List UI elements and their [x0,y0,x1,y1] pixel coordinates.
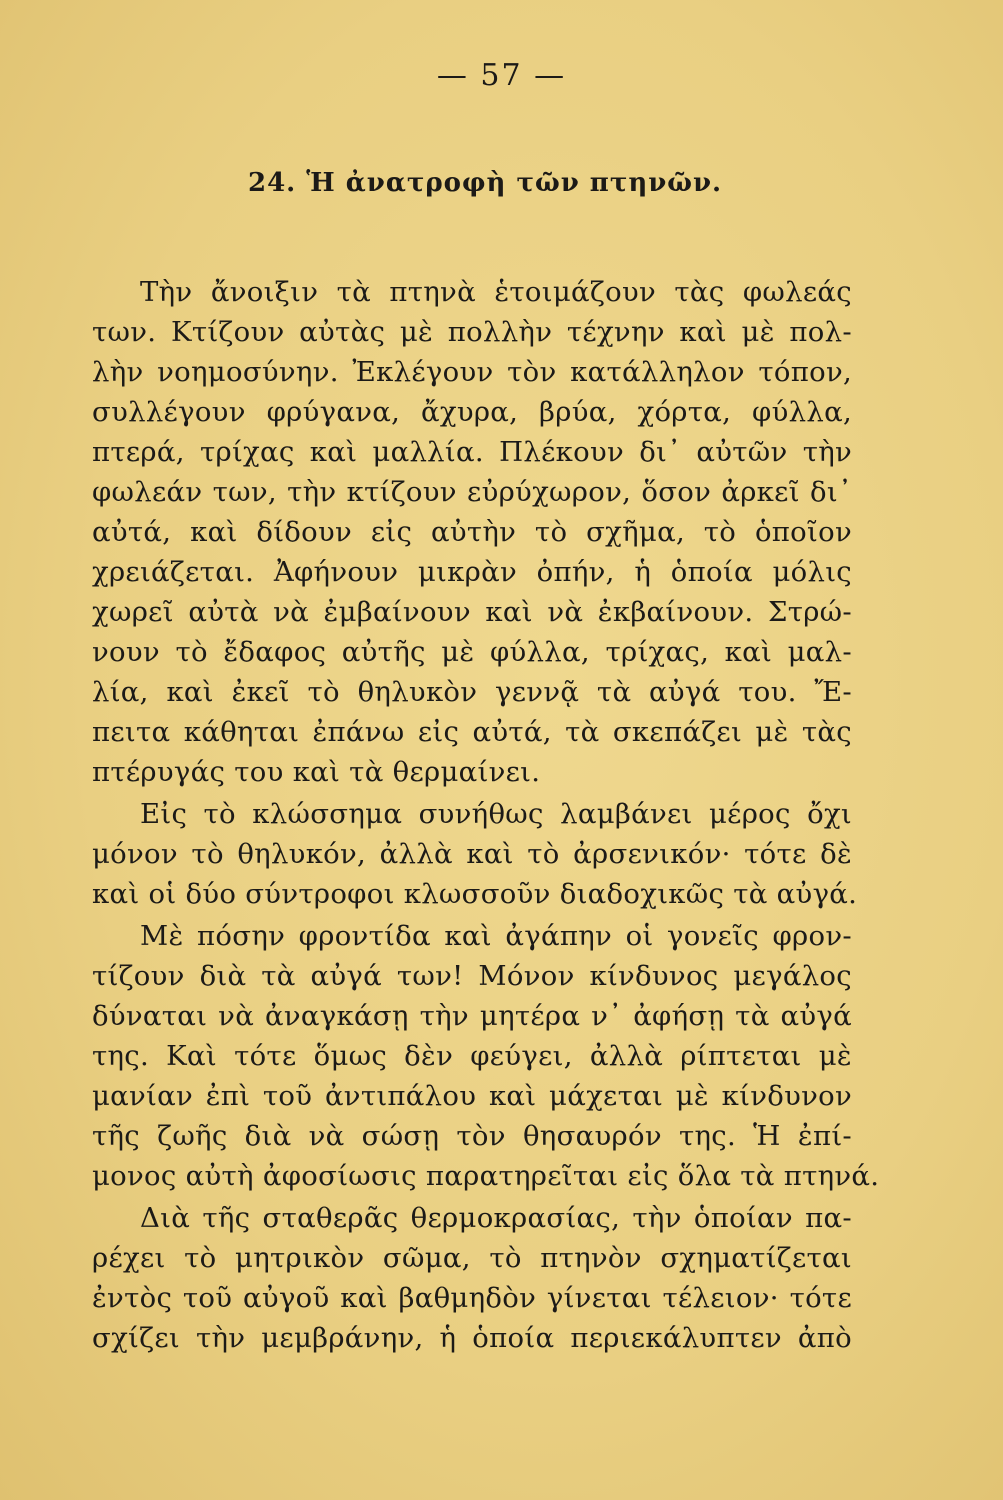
text-line: Τὴν ἄνοιξιν τὰ πτηνὰ ἑτοιμάζουν τὰς φωλεάς [140,276,852,308]
section-heading: 24. Ἡ ἀνατροφὴ τῶν πτηνῶν. [248,168,723,198]
text-line: σχίζει τὴν μεμβράνην, ἡ ὁποία περιεκάλυπτεν ἀπὸ [92,1322,852,1354]
text-line: νουν τὸ ἔδαφος αὐτῆς μὲ φύλλα, τρίχας, καὶ μαλ- [92,636,852,668]
text-line: τίζουν διὰ τὰ αὐγά των! Μόνον κίνδυνος μεγάλος [92,960,852,992]
text-line: τῆς ζωῆς διὰ νὰ σώσῃ τὸν θησαυρόν της. Ἡ ἐπί- [92,1120,852,1152]
page-number: — 57 — [436,58,567,93]
text-line: μανίαν ἐπὶ τοῦ ἀντιπάλου καὶ μάχεται μὲ κίνδυνον [92,1080,852,1112]
text-line: ἐντὸς τοῦ αὐγοῦ καὶ βαθμηδὸν γίνεται τέλειον· τότε [92,1282,852,1314]
text-line: Μὲ πόσην φροντίδα καὶ ἀγάπην οἱ γονεῖς φρον- [140,920,852,952]
text-line: πτέρυγάς του καὶ τὰ θερμαίνει. [92,756,541,788]
text-line: αὐτά, καὶ δίδουν εἰς αὐτὴν τὸ σχῆμα, τὸ ὁποῖον [92,516,852,548]
text-line: Διὰ τῆς σταθερᾶς θερμοκρασίας, τὴν ὁποίαν πα- [140,1202,852,1234]
text-line: πειτα κάθηται ἐπάνω εἰς αὐτά, τὰ σκεπάζει μὲ τὰς [92,716,852,748]
text-line: φωλεάν των, τὴν κτίζουν εὐρύχωρον, ὅσον ἀρκεῖ δι᾽ [92,476,852,508]
text-line: λὴν νοημοσύνην. Ἐκλέγουν τὸν κατάλληλον τόπον, [92,356,852,388]
text-line: Εἰς τὸ κλώσσημα συνήθως λαμβάνει μέρος ὄχι [140,798,852,830]
text-line: μονος αὐτὴ ἀφοσίωσις παρατηρεῖται εἰς ὅλα τὰ πτηνά. [92,1160,880,1192]
body-text [92,272,880,1358]
text-line: καὶ οἱ δύο σύντροφοι κλωσσοῦν διαδοχικῶς τὰ αὐγά. [92,878,858,910]
text-line: χρειάζεται. Ἀφήνουν μικρὰν ὀπήν, ἡ ὁποία μόλις [92,556,852,588]
text-line: συλλέγουν φρύγανα, ἄχυρα, βρύα, χόρτα, φύλλα, [92,396,852,428]
text-line: των. Κτίζουν αὐτὰς μὲ πολλὴν τέχνην καὶ μὲ πολ- [92,316,852,348]
text-line: χωρεῖ αὐτὰ νὰ ἐμβαίνουν καὶ νὰ ἐκβαίνουν. Στρώ- [92,596,852,628]
text-line: μόνον τὸ θηλυκόν, ἀλλὰ καὶ τὸ ἀρσενικόν· τότε δὲ [92,838,852,870]
text-line: πτερά, τρίχας καὶ μαλλία. Πλέκουν δι᾽ αὐτῶν τὴν [92,436,852,468]
text-line: ρέχει τὸ μητρικὸν σῶμα, τὸ πτηνὸν σχηματίζεται [92,1242,852,1274]
text-line: της. Καὶ τότε ὅμως δὲν φεύγει, ἀλλὰ ρίπτεται μὲ [92,1040,852,1072]
text-line: λία, καὶ ἐκεῖ τὸ θηλυκὸν γεννᾷ τὰ αὐγά του. Ἔ- [92,676,852,708]
text-line: δύναται νὰ ἀναγκάσῃ τὴν μητέρα ν᾽ ἀφήσῃ τὰ αὐγά [92,1000,852,1032]
